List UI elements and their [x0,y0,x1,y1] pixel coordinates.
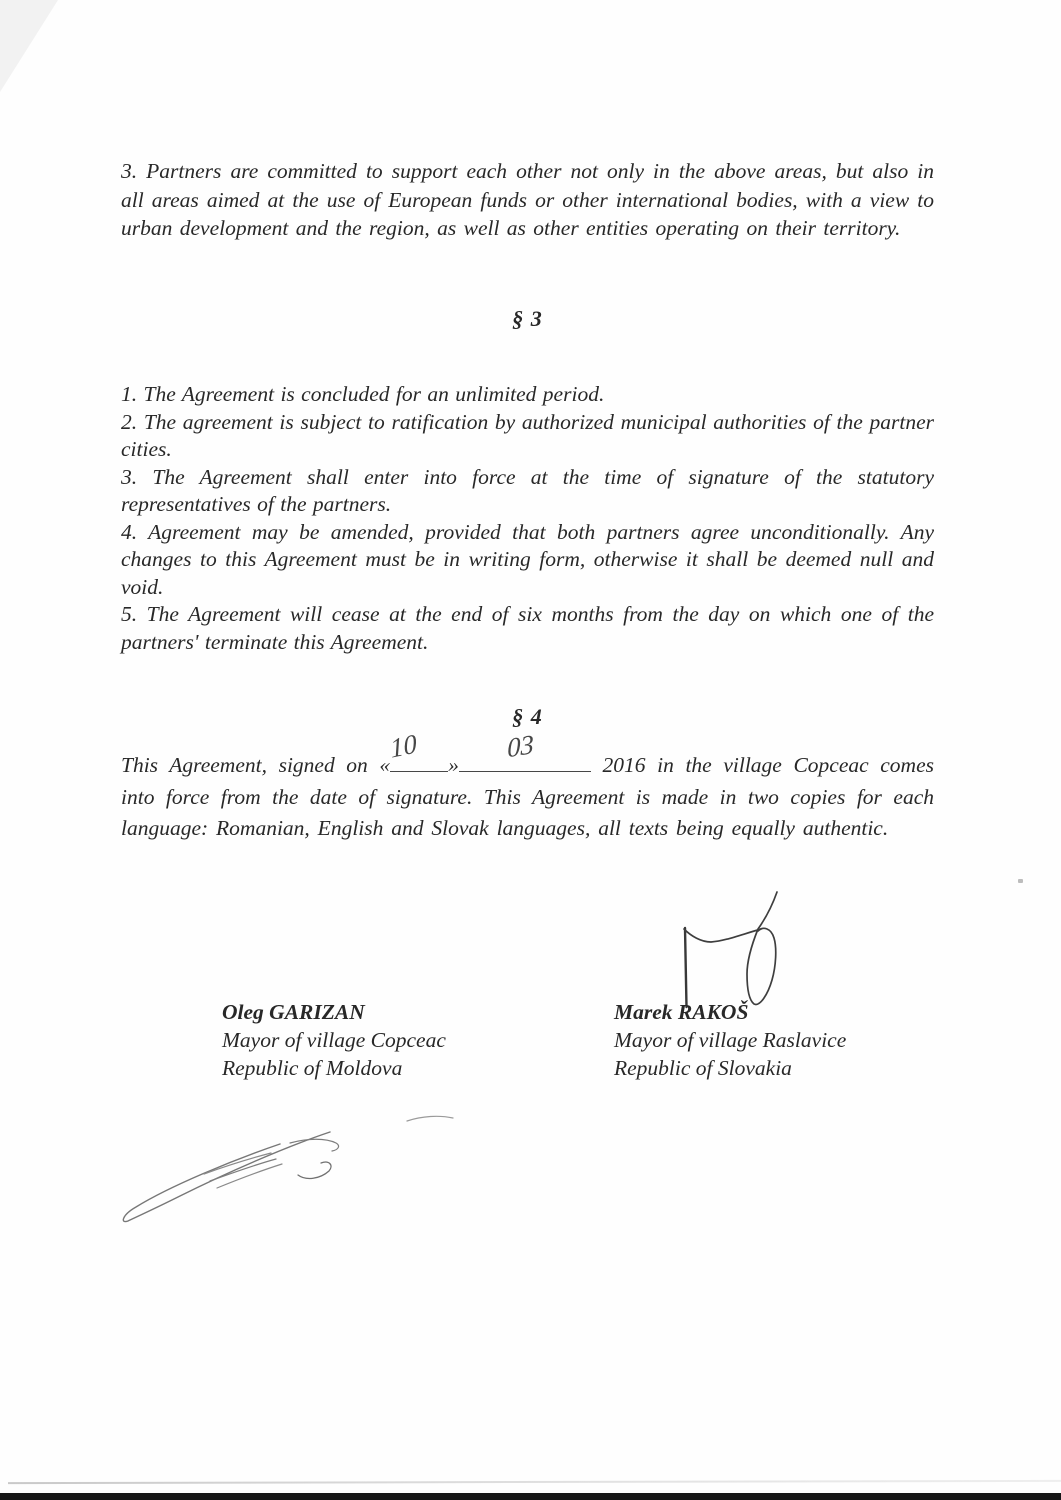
signatory-right-name: Marek RAKOŠ [614,1000,749,1024]
section-4-paragraph [121,727,934,845]
clause-3: 3. The Agreement shall enter into force at the time of signature of the statutory representatives of the partners. [121,464,934,516]
clause-4: 4. Agreement may be amended, provided that both partners agree unconditionally. Any changes to this Agreement must be in writing form, otherwise it shall be deemed null and void. [121,519,934,599]
closing-guillemet: » [448,753,459,777]
garizan-handwritten-signature [108,1102,468,1242]
clause-1: 1. The Agreement is concluded for an unlimited period. [121,382,605,406]
scan-fold-corner-artifact [0,0,58,92]
paragraph-3: 3. Partners are committed to support each other not only in the above areas, but also in all areas aimed at the use of European funds or other international bodies, with a view to urban development and the region, as well as other entities operating on their territory. [121,159,934,240]
signatory-left-name: Oleg GARIZAN [222,1000,365,1024]
day-blank-line [388,727,448,772]
clause-5: 5. The Agreement will cease at the end of six months from the day on which one of the partners' terminate this Agreement. [121,602,934,654]
scan-paper-edge-line [8,1480,1061,1484]
signatory-left-title: Mayor of village Copceac [222,1027,446,1052]
signatory-left-country: Republic of Moldova [222,1055,403,1080]
signed-on-text: This Agreement, signed on « [121,753,391,777]
signatory-right-block [614,999,846,1082]
agreement-continuation-text: 2016 in the village Copceac comes into force from the date of signature. This Agreement is made in two copies for each language: Romanian, English and Slovak languages, all texts being equally authentic. [121,753,934,840]
clause-2: 2. The agreement is subject to ratification by authorized municipal authorities of the partner cities. [121,409,934,461]
scan-speck-artifact [1018,879,1023,883]
scan-bottom-edge-bar [0,1493,1061,1500]
month-blank-line [459,728,591,772]
section-4-heading: § 4 [512,704,543,729]
section-3-clause-list [121,381,934,656]
signatory-left-block [222,999,446,1082]
signatory-right-country: Republic of Slovakia [614,1055,792,1080]
rakos-handwritten-signature [648,872,793,1012]
handwritten-month: 03 [506,728,535,763]
signatory-right-title: Mayor of village Raslavice [614,1027,847,1052]
handwritten-day: 10 [388,727,419,764]
section-3-heading: § 3 [512,306,543,331]
